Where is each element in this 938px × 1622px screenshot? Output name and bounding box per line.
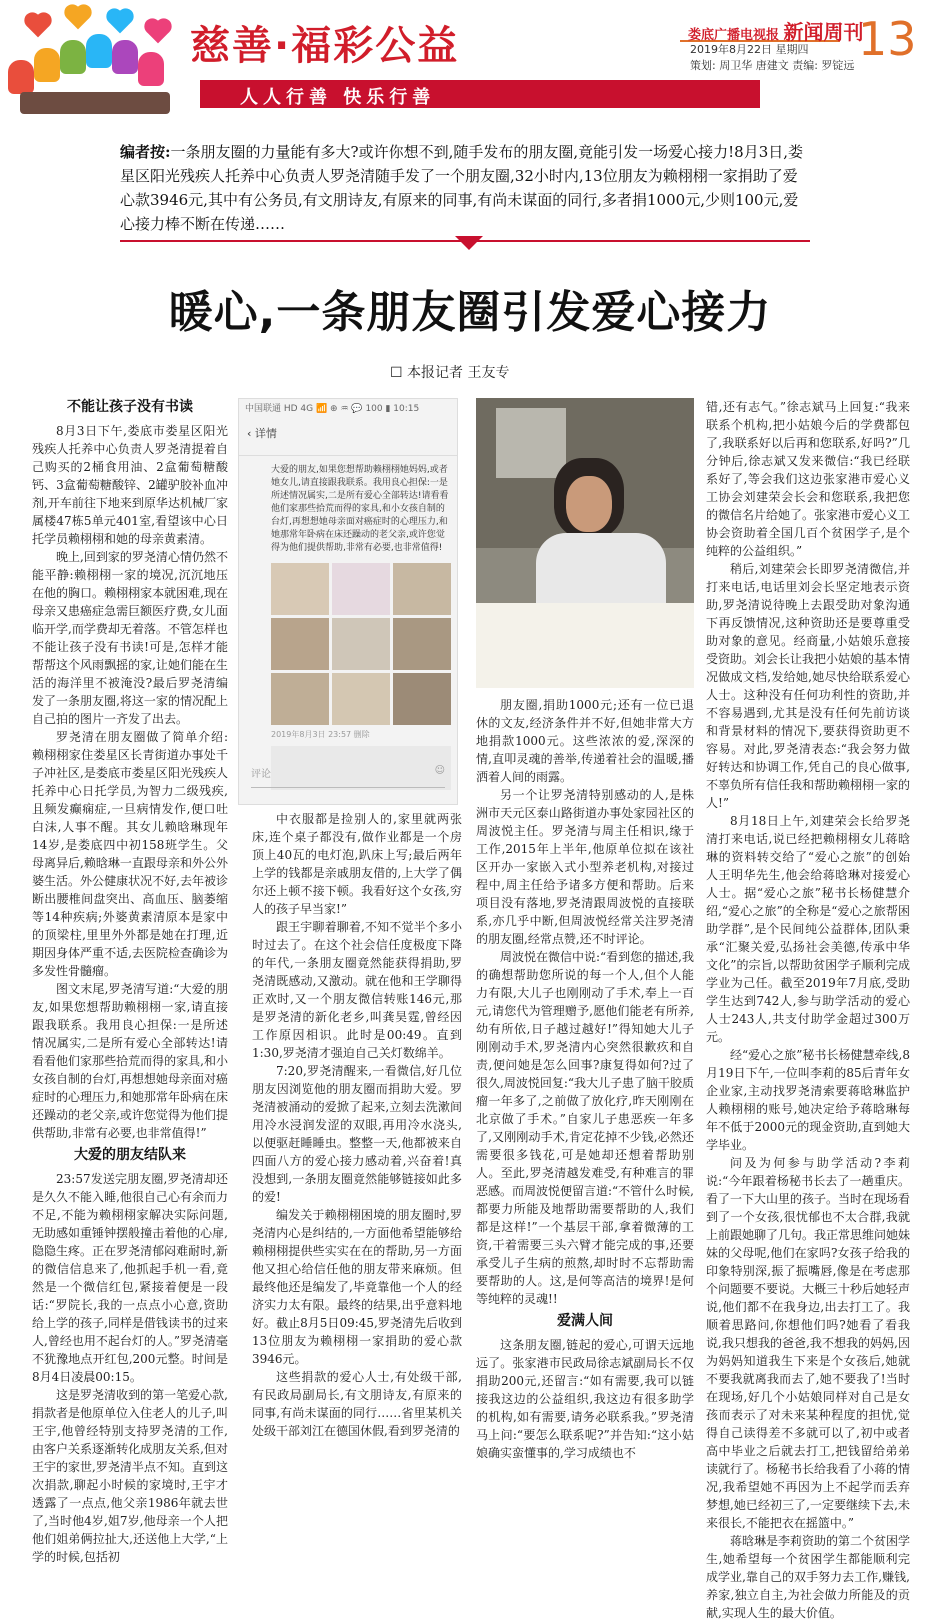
paragraph: 跟王宇聊着聊着,不知不觉半个多小时过去了。在这个社会信任度极度下降的年代,一条朋友圈竟然能获得捐助,罗尧清既感动,又激动。就在他和王学聊得正欢时,又一个朋友微信转账146元,那是罗尧清的新化老乡,叫龚昊霆,曾经因工作原因相识。此时是00:49。直到1:30,罗尧清才强迫自己关灯数绵羊。 <box>252 920 462 1060</box>
column-4 <box>706 398 911 1620</box>
editor-note-label: 编者按: <box>120 143 171 161</box>
byline-box-icon: ☐ <box>390 365 403 381</box>
paragraph: 另一个让罗尧清特别感动的人,是株洲市天元区泰山路街道办事处家园社区的周波悦主任。罗尧清与周主任相识,缘于工作,2015年上半年,他原单位拟在该社区开办一家嵌入式小型养老机构,对接过程中,周主任给予诸多方便和帮助。后来项目没有落地,罗尧清跟周波悦的直接联系,亦几乎中断,但周波悦经常关注罗尧清的朋友圈,经常点赞,还不时评论。 <box>476 788 694 946</box>
subheading: 大爱的朋友结队来 <box>74 1147 186 1163</box>
paragraph: 图文末尾,罗尧清写道:“大爱的朋友,如果您想帮助赖栩栩一家,请直接跟我联系。我用良心担保:一是所述情况属实,二是所有爱心全部转达!请看看他们家那些拾荒而得的家具,和小女孩自制的台灯,再想想她母亲面对癌症时的心理压力,和她那常年卧病在床还躁动的老父亲,或许您觉得为他们提供帮助,非常有必要,也非常值得!” <box>32 982 228 1140</box>
byline <box>390 362 509 382</box>
subheading: 爱满人间 <box>557 1313 613 1329</box>
wechat-screenshot <box>238 398 458 805</box>
column-2 <box>252 810 462 1438</box>
comment-placeholder: 评论 <box>251 769 271 780</box>
byline-text: 本报记者 王友专 <box>407 365 510 381</box>
header-meta <box>690 42 854 74</box>
paragraph: 问及为何参与助学活动?李莉说:“今年跟着杨秘书长去了一趟重庆。看了一下大山里的孩子。当时在现场看到了一个女孩,很忧郁也不太合群,我就上前跟她聊了几句。我正常思维问她妹妹的父母呢,他们在家吗?女孩子给我的印象特别深,振了振嘴唇,像是在考虑那个问题要不要说。大概三十秒后她轻声说,他们都不在我身边,出去打工了。我顺着思路问,你想他们吗?她看了看我说,我只想我的爸爸,我不想我的妈妈,因为妈妈知道我生下来是个女孩后,她就不要我就离我而去了,她不要我了!当时在现场,好几个小姑娘同样对自己是女孩而表示了对未来某种程度的担忧,觉得自己读得差不多就可以了,初中或者高中毕业之后就去打工,把钱留给弟弟读就行了。杨秘书长给我看了小蒋的情况,我希望她不再因为上不起学而丢弃梦想,她已经初三了,一定要继续下去,未来很长,不能把衣在摇篮中。” <box>706 1156 911 1530</box>
paragraph: 罗尧清在朋友圈做了简单介绍:赖栩栩家住娄星区长青街道办事处千子冲社区,是娄底市娄星区阳光残疾人托养中心日托学员,为智力二级残疾,且频发癫痫症,一旦病情发作,便口吐白沫,人事不醒。其女儿赖晗琳现年14岁,是娄底四中初158班学生。父母离异后,赖晗琳一直跟母亲和外公外婆生活。外公健康状况不好,去年被诊断出腰椎间盘突出、高血压、脑萎缩等14种疾病;外婆黄素清原本是家中的顶梁柱,里里外外都是她在打理,近期因身体严重不适,去医院检查确诊为多发性骨髓瘤。 <box>32 730 228 978</box>
moments-post: 大爱的朋友,如果您想帮助赖栩栩她妈妈,或者她女儿,请直接跟我联系。我用良心担保:一是所述情况属实,二是所有爱心全部转达!请看看他们家那些拾荒而得的家具,和小女孩自制的台灯,再想想她母亲面对癌症时的心理压力,和她那常年卧病在床还躁动的老父亲,或许您觉得为他们提供帮助,非常有必要,也非常值得! <box>271 465 449 553</box>
emoji-icon: ☺ <box>434 765 445 776</box>
post-photo <box>332 563 390 615</box>
subheading: 不能让孩子没有书读 <box>67 399 193 415</box>
paragraph: 8月18日上午,刘建荣会长给罗尧清打来电话,说已经把赖栩栩女儿蒋晗琳的资料转交给了“爱心之旅”的创始人王明华先生,他会给蒋晗琳对接爱心人士。据“爱心之旅”秘书长杨健慧介绍,“爱心之旅”的全称是“爱心之旅帮困助学群”,是个民间纯公益群体,团队秉承“汇聚关爱,弘扬社会美德,传承中华文化”的宗旨,以帮助贫困学子顺利完成学业为己任。截至2019年7月底,受助学生达到742人,参与助学活动的爱心人士243人,共支付助学金超过300万元。 <box>706 814 910 1044</box>
paragraph: 编发关于赖栩栩困境的朋友圈时,罗尧清内心是纠结的,一方面他希望能够给赖栩栩提供些实实在在的帮助,另一方面他又担心给信任他的朋友带来麻烦。但最终他还是编发了,毕竟靠他一个人的经济实力太有限。最终的结果,出乎意料地好。截止8月5日09:45,罗尧清先后收到13位朋友为赖栩栩一家捐助的爱心款3946元。 <box>252 1208 462 1366</box>
column-3 <box>476 696 694 1460</box>
photo-notebook <box>476 603 694 688</box>
phone-status-bar: 中国联通 HD 4G 📶 ⊕ ♒ 💬 100 ▮ 10:15 <box>245 404 420 414</box>
column-1 <box>32 394 228 1564</box>
editor-note-text: 一条朋友圈的力量能有多大?或许你想不到,随手发布的朋友圈,竟能引发一场爱心接力!8月3日,娄星区阳光残疾人托养中心负责人罗尧清随手发了一个朋友圈,32小时内,13位朋友为赖栩栩一家捐助了爱心款3946元,其中有公务员,有文朋诗友,有原来的同事,有尚未谋面的同行,多者捐1000元,少则100元,爱心接力棒不断在传递…… <box>120 143 804 233</box>
paragraph: 这条朋友圈,链起的爱心,可谓天远地远了。张家港市民政局徐志斌副局长不仅捐助200元,还留言:“如有需要,我可以链接我这边的公益组织,我这边有很多助学的机构,如有需要,请务必联系我。”罗尧清马上问:“要怎么联系呢?”并告知:“这小姑娘确实蛮懂事的,学习成绩也不 <box>476 1338 694 1460</box>
page-number: 13 <box>858 12 917 66</box>
editor-note <box>120 140 810 236</box>
comment-input <box>251 765 445 788</box>
paragraph: 晚上,回到家的罗尧清心情仍然不能平静:赖栩栩一家的境况,沉沉地压在他的胸口。赖栩栩家本就困难,现在母亲又患癌症急需巨额医疗费,女儿面临开学,而学费却无着落。不管怎样也不能让孩子没有书读!可是,怎样才能帮帮这个风雨飘摇的家,让她们能在生活的海洋里不被淹没?最后罗尧清编发了一条朋友圈,将这一家的情况配上自己拍的图片一齐发了出去。 <box>32 550 228 726</box>
paragraph: 朋友圈,捐助1000元;还有一位已退休的文友,经济条件并不好,但她非常大方地捐款1000元。这些浓浓的爱,深深的情,直叩灵魂的善举,传递着社会的温暖,播洒着人间的雨露。 <box>476 698 694 784</box>
post-photo <box>393 563 451 615</box>
phone-nav: ‹ 详情 <box>239 421 457 456</box>
paragraph: 中衣服都是捡别人的,家里就两张床,连个桌子都没有,做作业都是一个房顶上40瓦的电灯泡,趴床上写;最后两年上学的钱都是亲戚朋友借的,上大学了偶尔还上顿不接下顿。我看好这个女孩,穷人的孩子早当家!” <box>252 812 462 916</box>
post-photo <box>393 618 451 670</box>
photo-face <box>566 476 612 532</box>
brand-small: 娄底广播电视报 <box>688 28 780 43</box>
section-title: 慈善·福彩公益 <box>190 23 460 69</box>
paragraph: 23:57发送完朋友圈,罗尧清却还是久久不能入睡,他很自己心有余而力不足,不能为赖栩栩家解决实际问题,无助感如重锤钟摆般撞击着他的心扉,隐隐生疼。正在罗尧清郁闷难耐时,新的微信信息来了,他抓起手机一看,竟然是一个微信红包,紧接着便是一段话:“罗院长,我的一点点小心意,资助给上学的孩子,同样是借钱读书的过来人,曾经也用不起台灯的人。”罗尧清毫不犹豫地点开红包,200元整。时间是8月4日凌晨00:15。 <box>32 1172 228 1384</box>
girl-studying-photo <box>476 398 694 688</box>
paragraph: 这是罗尧清收到的第一笔爱心款,捐款者是他原单位入住老人的儿子,叫王宇,他曾经特别支持罗尧清的工作,由客户关系逐渐转化成朋友关系,但对王宇的家世,罗尧清半点不知。直到这次捐款,聊起小时候的家境时,王宇才透露了一点点,他父亲1986年就去世了,当时他4岁,姐7岁,他母亲一个人把他们姐弟俩拉扯大,还送他上大学,“上学的时候,包括初 <box>32 1388 228 1564</box>
post-photo <box>271 673 329 725</box>
divider-arrow <box>455 236 483 250</box>
date-line: 2019年8月22日 星期四 <box>690 43 809 56</box>
headline: 暖心,一条朋友圈引发爱心接力 <box>168 287 772 338</box>
post-photo <box>271 618 329 670</box>
paragraph: 稍后,刘建荣会长即罗尧清微信,并打来电话,电话里刘会长坚定地表示资助,罗尧清说待晚上去跟受助对象沟通下再反馈情况,这种资助还是要尊重受助对象的意见。经商量,小姑娘乐意接受资助。刘会长让我把小姑娘的基本情况做成文档,发给她,她尽快给联系爱心人士。这种没有任何功利性的资助,并不容易遇到,尤其是没有任何先前访谈和背景材料的情况下,要获得资助更不容易。对此,罗尧清表态:“我会努力做好转达和协调工作,凭自己的良心做事,不辜负所有信任我和帮助赖栩栩一家的人!” <box>706 562 911 810</box>
brand-big: 新闻周刊 <box>783 20 864 44</box>
post-time: 2019年8月3日 23:57 删除 <box>271 730 370 739</box>
paragraph: 错,还有志气。”徐志斌马上回复:“我来联系个机构,把小姑娘今后的学费都包了,我联系好以后再和您联系,好吗?”几分钟后,徐志斌又发来微信:“我已经联系好了,等会我们这边张家港市爱心义工协会刘建荣会长会和您联系,我把您的微信名片给她了。张家港市爱心义工协会资助着全国几百个贫困学子,是个纯粹的公益组织。” <box>706 400 911 558</box>
photo-window <box>496 408 566 478</box>
paragraph: 周波悦在微信中说:“看到您的描述,我的确想帮助您所说的每一个人,但个人能力有限,大儿子也刚刚动了手术,奉上一百元,请您代为管理赠予,愿他们能老有所养,幼有所依,日子越过越好!”得知她大儿子刚刚动手术,罗尧清内心突然很歉疚和自责,便问她是怎么回事?康复得如何?过了很久,周波悦回复:“我大儿子患了脑干胶质瘤一年多了,之前做了放化疗,昨天刚刚在北京做了手术。”自家儿子患恶疾一年多了,又刚刚动手术,肯定花掉不少钱,必然还需要很多钱花,可是她却还想着帮助别人。至此,罗尧清越发难受,有种难言的罪恶感。而周波悦便留言道:“不管什么时候,都要力所能及地帮助需要帮助的人,我们都是这样!”一个基层干部,拿着微薄的工资,干着需要三头六臂才能完成的事,还要承受儿子生病的煎熬,却时时不忘帮助需要帮助的人。这,是何等高洁的境界!是何等纯粹的灵魂!! <box>476 950 694 1306</box>
slogan: 人人行善 快乐行善 <box>240 87 436 108</box>
post-photos <box>271 563 451 725</box>
paragraph: 经“爱心之旅”秘书长杨健慧牵线,8月19日下午,一位叫李莉的85后青年女企业家,主动找罗尧清索要蒋晗琳监护人赖栩栩的账号,她决定给予蒋晗琳每年不低于2000元的现金资助,直到她大学毕业。 <box>706 1048 910 1152</box>
paragraph: 蒋晗琳是李莉资助的第二个贫困学生,她希望每一个贫困学生都能顺利完成学业,靠自己的双手努力去工作,赚钱,养家,独立自主,为社会做力所能及的贡献,实现人生的最大价值。 <box>706 1534 911 1620</box>
post-photo <box>393 673 451 725</box>
paragraph: 8月3日下午,娄底市娄星区阳光残疾人托养中心负责人罗尧清提着自己购买的2桶食用油、2盒葡萄糖酸钙、3盒葡萄糖酸锌、2罐驴胶补血冲剂,开车前往下地来到原华达机械厂家属楼47栋5单元401室,看望该中心日托学员赖栩栩和她的母亲黄素清。 <box>32 424 228 546</box>
post-photo <box>332 673 390 725</box>
post-photo <box>271 563 329 615</box>
brand <box>688 16 864 45</box>
paragraph: 7:20,罗尧清醒来,一看微信,好几位朋友因浏览他的朋友圈而捐助大爱。罗尧清被涌动的爱掀了起来,立刻去洗漱间用冷水浸润发涩的双眼,再用冷水浇头,以便驱赶睡睡虫。整整一天,他都被来自四面八方的爱心接力感动着,兴奋着!真没想到,一条朋友圈竟然能够链接如此多的爱! <box>252 1064 462 1204</box>
paragraph: 这些捐款的爱心人士,有处级干部,有民政局副局长,有文朋诗友,有原来的同事,有尚未谋面的同行……省里某机关处级干部刘江在德国休假,看到罗尧清的 <box>252 1370 462 1438</box>
charity-hands-logo <box>0 0 190 112</box>
staff-line: 策划: 周卫华 唐建文 责编: 罗锭远 <box>690 59 855 72</box>
post-photo <box>332 618 390 670</box>
